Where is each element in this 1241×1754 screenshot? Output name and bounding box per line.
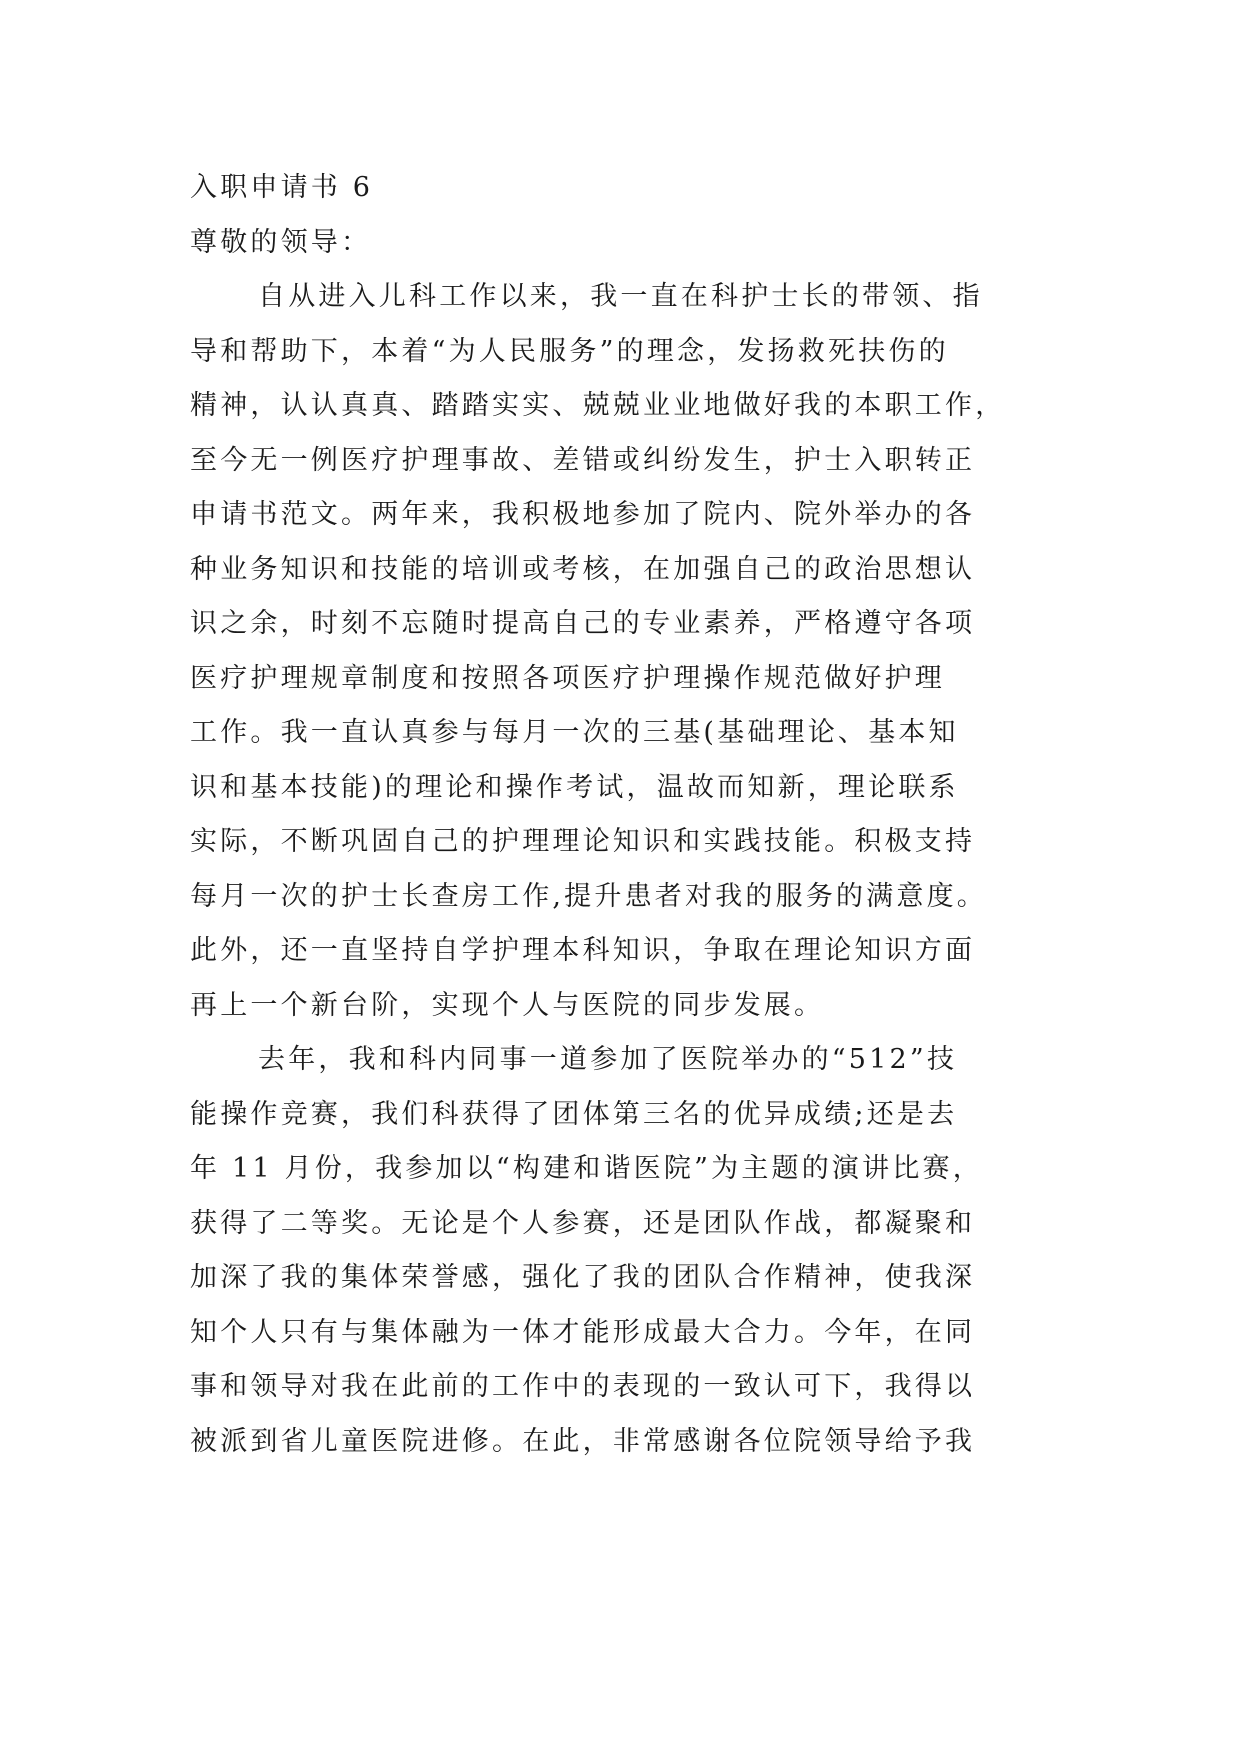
document-title: 入职申请书 6 — [190, 172, 374, 203]
paragraph-line: 种业务知识和技能的培训或考核，在加强自己的政治思想认 — [190, 553, 976, 585]
paragraph-line: 再上一个新台阶，实现个人与医院的同步发展。 — [190, 989, 825, 1021]
paragraph-line: 加深了我的集体荣誉感，强化了我的团队合作精神，使我深 — [190, 1262, 976, 1293]
paragraph-line: 申请书范文。两年来，我积极地参加了院内、院外举办的各 — [190, 499, 976, 530]
paragraph-line: 获得了二等奖。无论是个人参赛，还是团队作战，都凝聚和 — [190, 1207, 976, 1239]
paragraph-line: 识之余，时刻不忘随时提高自己的专业素养，严格遵守各项 — [190, 608, 976, 639]
paragraph — [190, 270, 1060, 1033]
paragraph-line: 去年，我和科内同事一道参加了医院举办的“512”技 — [258, 1044, 958, 1075]
paragraph-line: 此外，还一直坚持自学护理本科知识，争取在理论知识方面 — [190, 935, 976, 966]
paragraph-line: 年 11 月份，我参加以“构建和谐医院”为主题的演讲比赛， — [190, 1153, 983, 1184]
paragraph-line: 实际，不断巩固自己的护理理论知识和实践技能。积极支持 — [190, 826, 976, 857]
paragraph-line: 事和领导对我在此前的工作中的表现的一致认可下，我得以 — [190, 1371, 976, 1402]
paragraph — [190, 1033, 1060, 1469]
paragraph-line: 自从进入儿科工作以来，我一直在科护士长的带领、指 — [258, 281, 983, 312]
paragraph-line: 导和帮助下，本着“为人民服务”的理念，发扬救死扶伤的 — [190, 335, 949, 367]
paragraph-line: 精神，认认真真、踏踏实实、兢兢业业地做好我的本职工作， — [190, 390, 1006, 421]
paragraph-line: 知个人只有与集体融为一体才能形成最大合力。今年，在同 — [190, 1316, 976, 1348]
salutation: 尊敬的领导： — [190, 226, 372, 258]
paragraph-line: 至今无一例医疗护理事故、差错或纠纷发生，护士入职转正 — [190, 444, 976, 476]
document-body — [190, 161, 1060, 1469]
paragraph-line: 工作。我一直认真参与每月一次的三基(基础理论、基本知 — [190, 717, 959, 748]
paragraph-line: 医疗护理规章制度和按照各项医疗护理操作规范做好护理 — [190, 662, 945, 694]
paragraph-line: 每月一次的护士长查房工作,提升患者对我的服务的满意度。 — [190, 880, 987, 912]
paragraph-line: 被派到省儿童医院进修。在此，非常感谢各位院领导给予我 — [190, 1425, 976, 1457]
paragraph-line: 识和基本技能)的理论和操作考试，温故而知新，理论联系 — [190, 771, 959, 803]
paragraph-line: 能操作竞赛，我们科获得了团体第三名的优异成绩;还是去 — [190, 1098, 958, 1130]
